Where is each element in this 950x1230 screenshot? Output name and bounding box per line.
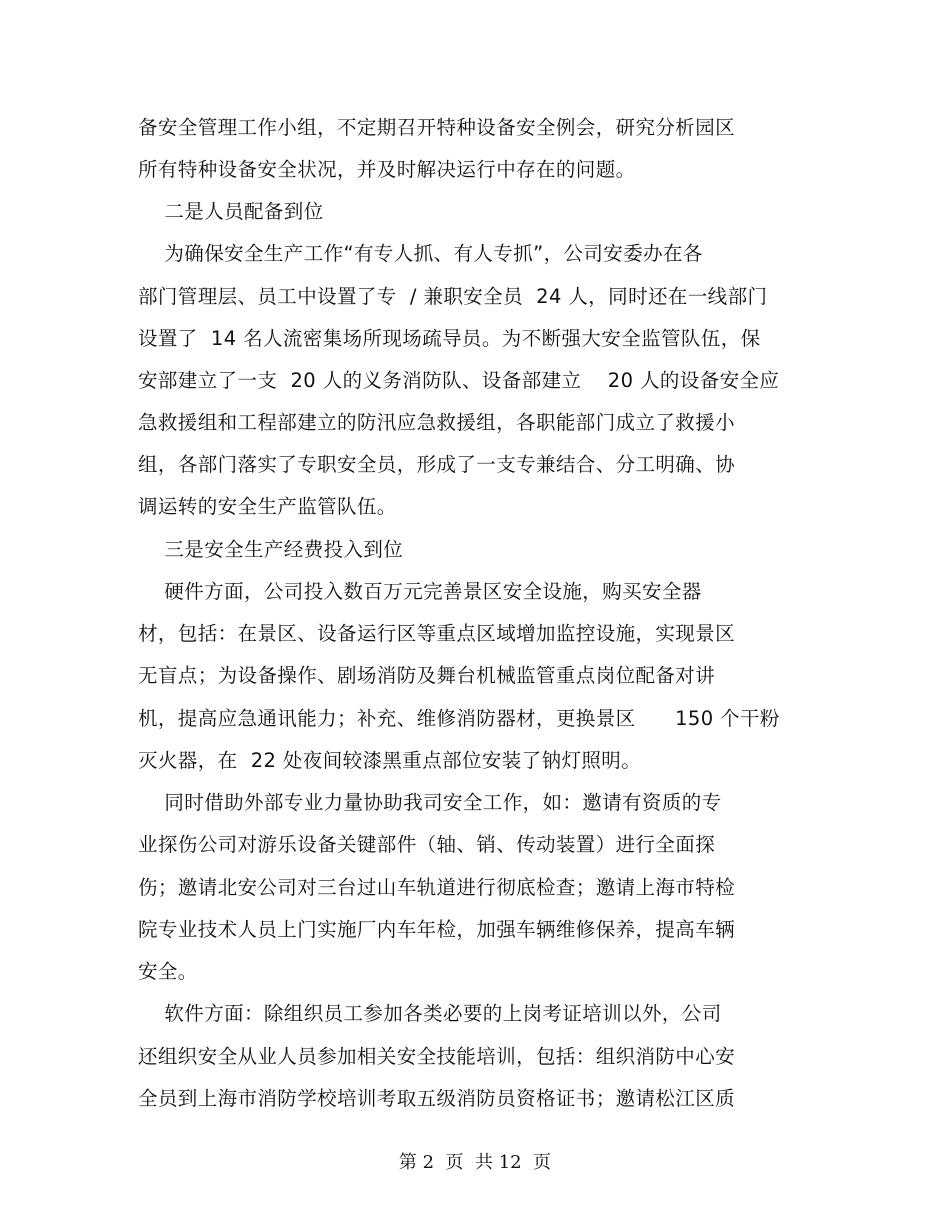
body-text-line: 急救援组和工程部建立的防汛应急救援组，各职能部门成立了救援小 xyxy=(138,411,736,434)
body-text-line: 同时借助外部专业力量协助我司安全工作，如：邀请有资质的专 xyxy=(138,791,722,814)
body-text-line: 全员到上海市消防学校培训考取五级消防员资格证书；邀请松江区质 xyxy=(138,1087,736,1110)
body-text-line: 还组织安全从业人员参加相关安全技能培训，包括：组织消防中心安 xyxy=(138,1045,736,1068)
body-text-line: 院专业技术人员上门实施厂内车年检，加强车辆维修保养，提高车辆 xyxy=(138,918,736,941)
body-text-line: 软件方面：除组织员工参加各类必要的上岗考证培训以外，公司 xyxy=(138,1002,722,1025)
body-text-line: 灭火器，在 22 处夜间较漆黑重点部位安装了钠灯照明。 xyxy=(138,749,642,772)
body-text-line: 业探伤公司对游乐设备关键部件（轴、销、传动装置）进行全面探 xyxy=(138,833,716,856)
body-text-line: 硬件方面，公司投入数百万元完善景区安全设施，购买安全器 xyxy=(138,580,702,603)
body-text-line: 机，提高应急通讯能力；补充、维修消防器材，更换景区 150 个干粉 xyxy=(138,707,780,730)
body-text-line: 材，包括：在景区、设备运行区等重点区域增加监控设施，实现景区 xyxy=(138,622,736,645)
body-text-line: 为确保安全生产工作“有专人抓、有人专抓”，公司安委办在各 xyxy=(138,242,703,265)
page-number-footer: 第 2 页 共 12 页 xyxy=(398,1152,552,1173)
section-heading: 三是安全生产经费投入到位 xyxy=(138,538,404,561)
body-text-line: 部门管理层、员工中设置了专 / 兼职安全员 24 人，同时还在一线部门 xyxy=(138,285,768,308)
body-text-line: 伤；邀请北安公司对三台过山车轨道进行彻底检查；邀请上海市特检 xyxy=(138,876,736,899)
body-text-line: 备安全管理工作小组，不定期召开特种设备安全例会，研究分析园区 xyxy=(138,116,736,139)
body-text-line: 所有特种设备安全状况，并及时解决运行中存在的问题。 xyxy=(138,158,636,181)
body-text-line: 设置了 14 名人流密集场所现场疏导员。为不断强大安全监管队伍，保 xyxy=(138,327,761,350)
body-text-line: 安部建立了一支 20 人的义务消防队、设备部建立 20 人的设备安全应 xyxy=(138,369,780,392)
body-text-line: 安全。 xyxy=(138,960,198,983)
body-text-line: 组，各部门落实了专职安全员，形成了一支专兼结合、分工明确、协 xyxy=(138,453,736,476)
section-heading: 二是人员配备到位 xyxy=(138,200,324,223)
body-text-line: 无盲点；为设备操作、剧场消防及舞台机械监管重点岗位配备对讲 xyxy=(138,664,716,687)
body-text-line: 调运转的安全生产监管队伍。 xyxy=(138,495,397,518)
